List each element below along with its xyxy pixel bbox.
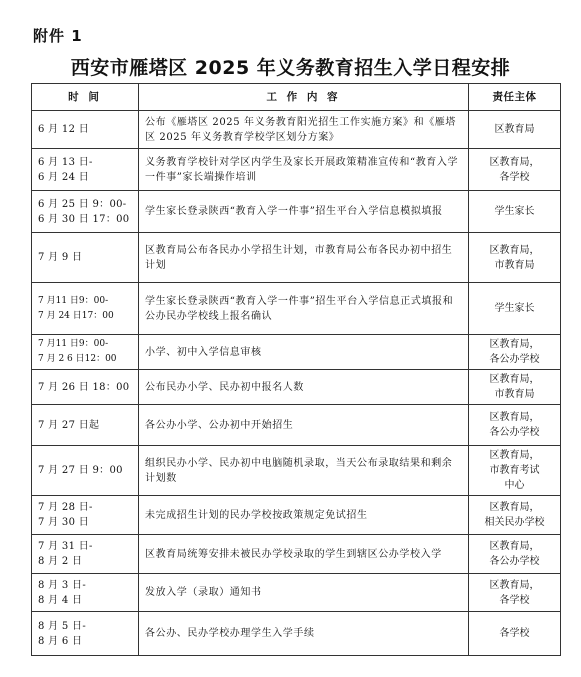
cell-owner: 区教育局， 市教育局: [469, 233, 561, 283]
cell-owner: 各学校: [469, 612, 561, 656]
table-row: [32, 335, 561, 370]
table-row: [32, 612, 561, 656]
attachment-label: 附件 1: [33, 27, 83, 45]
header-time: 时 间: [32, 84, 139, 111]
document-title: 西安市雁塔区 2025 年义务教育招生入学日程安排: [70, 57, 511, 79]
cell-content: 区教育局公布各民办小学招生计划，市教育局公布各民办初中招生计划: [139, 233, 469, 283]
cell-owner: 区教育局， 各公办学校: [469, 335, 561, 370]
cell-time: 7 月 27 日起: [32, 405, 139, 446]
cell-content: 学生家长登录陕西“教育入学一件事”招生平台入学信息模拟填报: [139, 191, 469, 233]
table-row: [32, 446, 561, 496]
cell-content: 小学、初中入学信息审核: [139, 335, 469, 370]
cell-time: 7 月 31 日- 8 月 2 日: [32, 535, 139, 574]
header-owner: 责任主体: [469, 84, 561, 111]
cell-content: 学生家长登录陕西“教育入学一件事”招生平台入学信息正式填报和公办民办学校线上报名确认: [139, 283, 469, 335]
cell-content: 区教育局统筹安排未被民办学校录取的学生到辖区公办学校入学: [139, 535, 469, 574]
cell-content: 组织民办小学、民办初中电脑随机录取，当天公布录取结果和剩余计划数: [139, 446, 469, 496]
cell-time: 7 月 9 日: [32, 233, 139, 283]
cell-content: 各公办、民办学校办理学生入学手续: [139, 612, 469, 656]
cell-time: 8 月 3 日- 8 月 4 日: [32, 574, 139, 612]
table-row: [32, 149, 561, 191]
cell-owner: 学生家长: [469, 283, 561, 335]
table-row: [32, 233, 561, 283]
table-row: [32, 111, 561, 149]
table-row: [32, 283, 561, 335]
cell-content: 发放入学（录取）通知书: [139, 574, 469, 612]
cell-owner: 区教育局， 市教育局: [469, 370, 561, 405]
table-header-row: [32, 84, 561, 111]
cell-owner: 学生家长: [469, 191, 561, 233]
cell-owner: 区教育局， 相关民办学校: [469, 496, 561, 535]
cell-content: 各公办小学、公办初中开始招生: [139, 405, 469, 446]
cell-owner: 区教育局， 各公办学校: [469, 535, 561, 574]
table-row: [32, 574, 561, 612]
cell-time: 8 月 5 日- 8 月 6 日: [32, 612, 139, 656]
cell-owner: 区教育局， 市教育考试 中心: [469, 446, 561, 496]
cell-time: 7 月 27 日 9：00: [32, 446, 139, 496]
cell-time: 7 月11 日9：00- 7 月 24 日17：00: [32, 283, 139, 335]
cell-content: 未完成招生计划的民办学校按政策规定免试招生: [139, 496, 469, 535]
cell-time: 7 月 28 日- 7 月 30 日: [32, 496, 139, 535]
table-row: [32, 535, 561, 574]
cell-time: 6 月 13 日- 6 月 24 日: [32, 149, 139, 191]
cell-owner: 区教育局， 各学校: [469, 574, 561, 612]
table-row: [32, 496, 561, 535]
table-row: [32, 405, 561, 446]
cell-content: 公布民办小学、民办初中报名人数: [139, 370, 469, 405]
cell-time: 7 月11 日9：00- 7 月 2 6 日12：00: [32, 335, 139, 370]
cell-owner: 区教育局， 各学校: [469, 149, 561, 191]
cell-content: 公布《雁塔区 2025 年义务教育阳光招生工作实施方案》和《雁塔区 2025 年义务教育学校学区划分方案》: [139, 111, 469, 149]
table-row: [32, 191, 561, 233]
table-row: [32, 370, 561, 405]
cell-owner: 区教育局: [469, 111, 561, 149]
schedule-table: [31, 83, 561, 656]
cell-content: 义务教育学校针对学区内学生及家长开展政策精准宣传和“教育入学一件事”家长端操作培训: [139, 149, 469, 191]
header-content: 工 作 内 容: [139, 84, 469, 111]
cell-time: 7 月 26 日 18：00: [32, 370, 139, 405]
cell-time: 6 月 12 日: [32, 111, 139, 149]
cell-owner: 区教育局， 各公办学校: [469, 405, 561, 446]
cell-time: 6 月 25 日 9：00- 6 月 30 日 17：00: [32, 191, 139, 233]
